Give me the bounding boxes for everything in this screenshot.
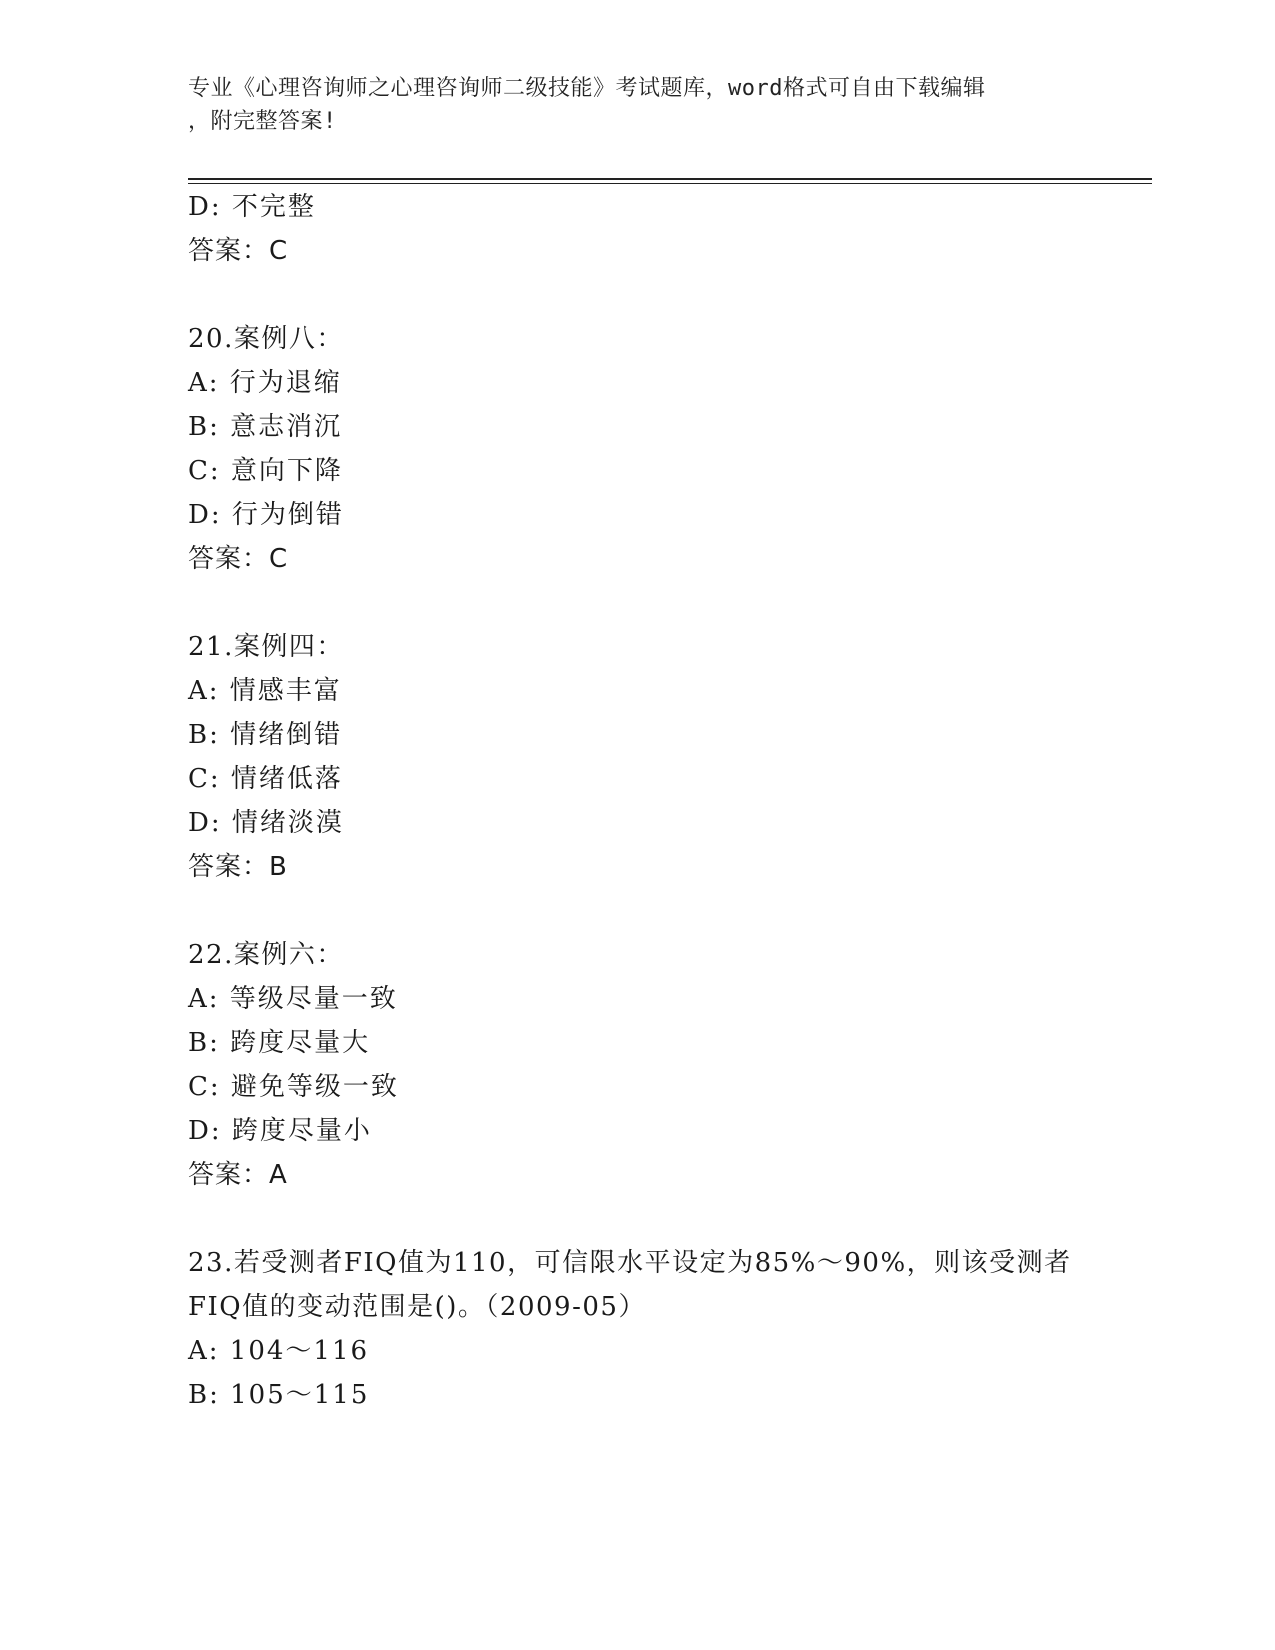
prev-answer: 答案：C — [188, 236, 289, 266]
question-23-title-line-2: FIQ值的变动范围是()。（2009-05） — [188, 1292, 646, 1322]
question-20-option-d: D: 行为倒错 — [188, 500, 344, 530]
header-divider-thick — [188, 178, 1152, 180]
question-23-option-a: A: 104～116 — [188, 1336, 370, 1366]
question-21-title: 21.案例四： — [188, 632, 344, 662]
page-header — [188, 72, 1088, 138]
question-20-option-c: C: 意向下降 — [188, 456, 343, 486]
question-21-option-d: D: 情绪淡漠 — [188, 808, 344, 838]
question-22-option-b: B: 跨度尽量大 — [188, 1028, 371, 1058]
question-22-title: 22.案例六： — [188, 940, 344, 970]
header-divider-thin — [188, 183, 1152, 184]
question-20-answer: 答案：C — [188, 544, 289, 574]
question-23-title-line-1: 23.若受测者FIQ值为110，可信限水平设定为85%～90%，则该受测者 — [188, 1248, 1072, 1278]
question-21-option-a: A: 情感丰富 — [188, 676, 342, 706]
question-20-title: 20.案例八： — [188, 324, 344, 354]
question-21-answer: 答案：B — [188, 852, 288, 882]
prev-option-d: D: 不完整 — [188, 192, 316, 222]
header-line-1: 专业《心理咨询师之心理咨询师二级技能》考试题库，word格式可自由下载编辑 — [188, 76, 986, 101]
question-22-option-a: A: 等级尽量一致 — [188, 984, 398, 1014]
question-20-option-b: B: 意志消沉 — [188, 412, 343, 442]
question-22-option-d: D: 跨度尽量小 — [188, 1116, 372, 1146]
question-22-option-c: C: 避免等级一致 — [188, 1072, 399, 1102]
question-21-option-b: B: 情绪倒错 — [188, 720, 343, 750]
question-22-answer: 答案：A — [188, 1160, 288, 1190]
question-20-option-a: A: 行为退缩 — [188, 368, 342, 398]
header-line-2: ，附完整答案! — [188, 109, 337, 134]
question-23-option-b: B: 105～115 — [188, 1380, 370, 1410]
question-21-option-c: C: 情绪低落 — [188, 764, 343, 794]
